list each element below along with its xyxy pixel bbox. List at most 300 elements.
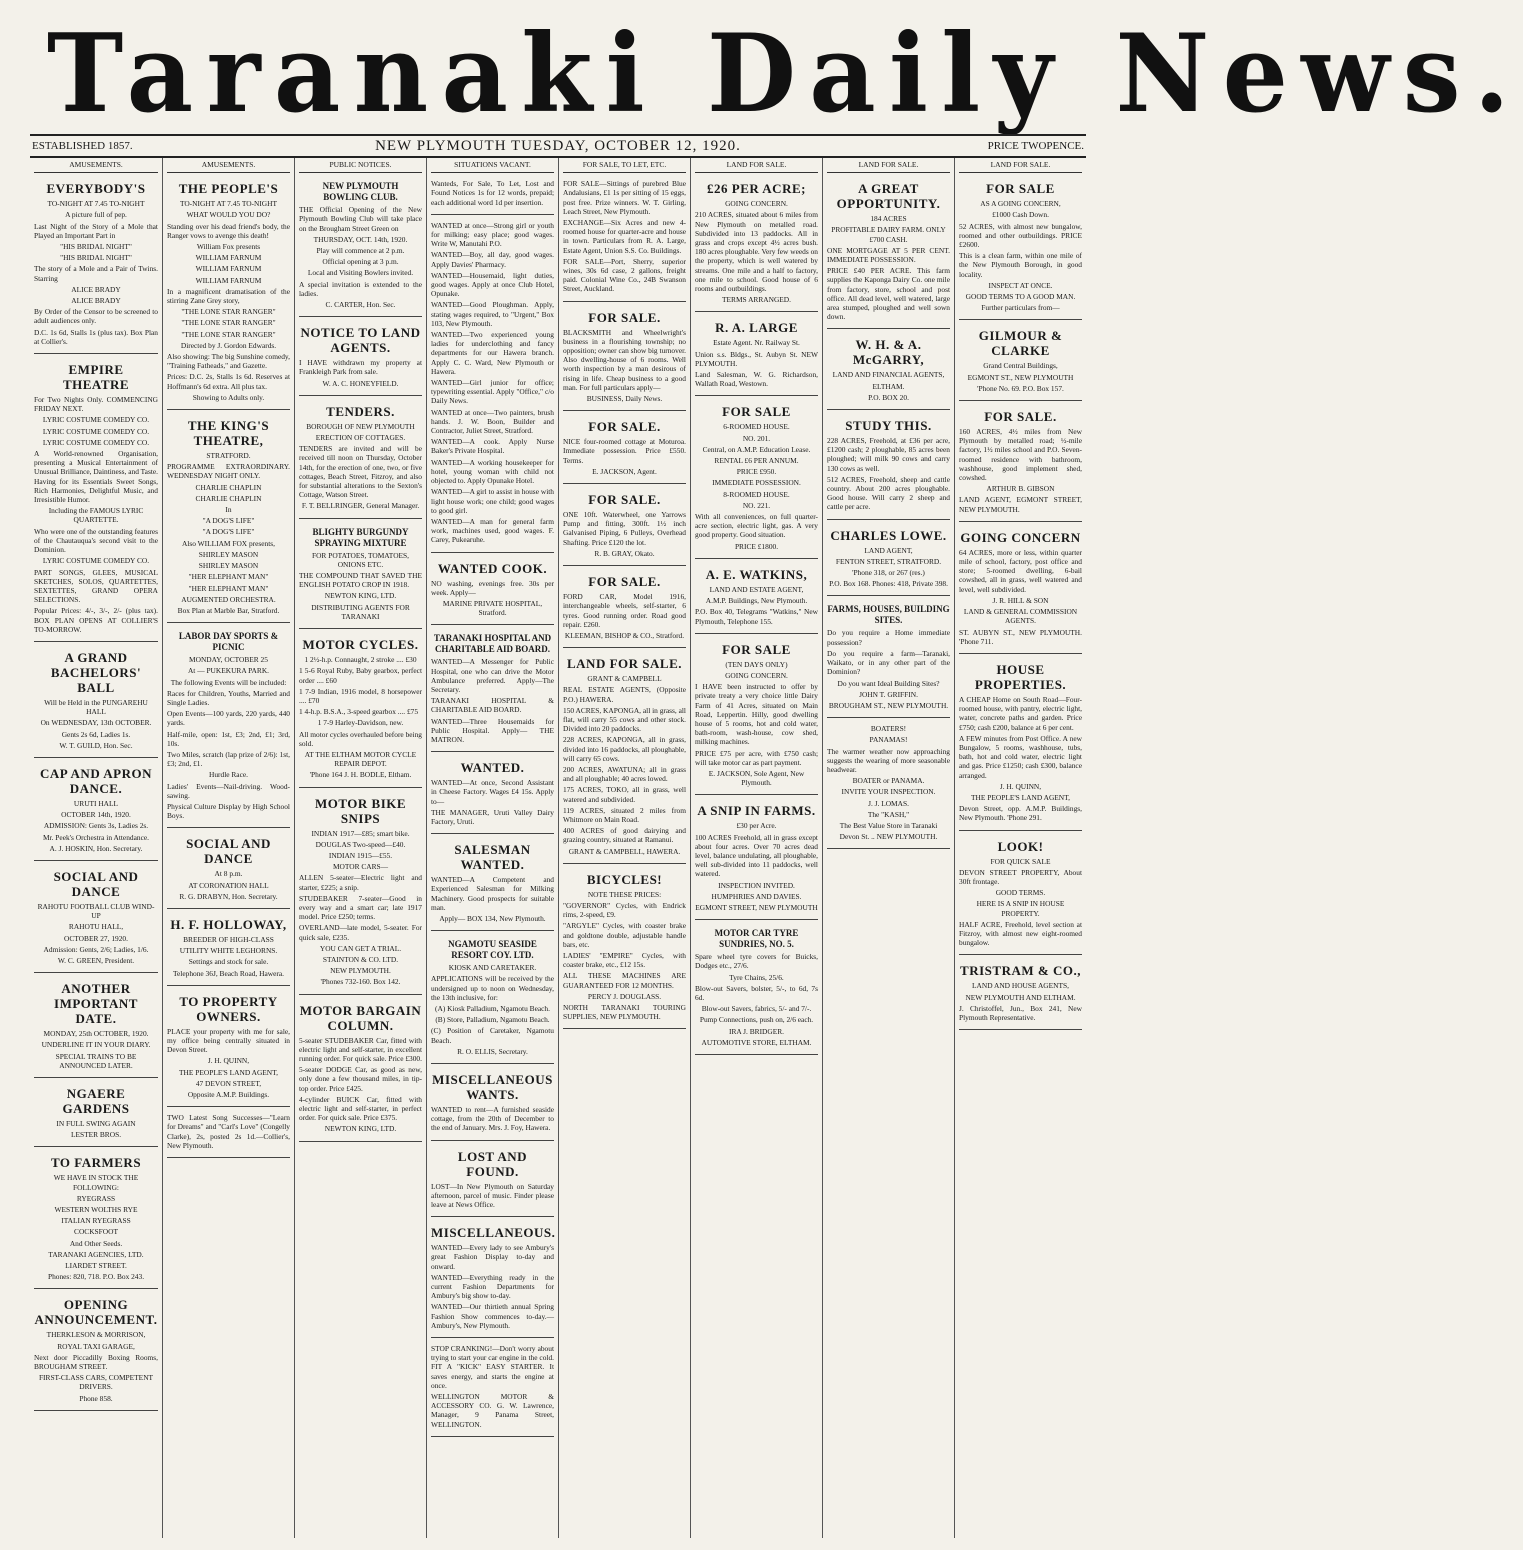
advertisement-line: FIRST-CLASS CARS, COMPETENT DRIVERS. xyxy=(38,1373,154,1392)
advertisement-line: (B) Store, Palladium, Ngamotu Beach. xyxy=(435,1015,550,1025)
advertisement-line: Hurdle Race. xyxy=(209,770,248,780)
advertisement-line: 175 ACRES, TOKO, all in grass, well watered and subdivided. xyxy=(563,785,686,804)
advertisement-line: The following Events will be included: xyxy=(170,677,287,687)
page-column xyxy=(558,158,690,1538)
advertisement-title: A. E. WATKINS, xyxy=(705,566,808,582)
advertisement-line: DOUGLAS Two-speed—£40. xyxy=(315,839,406,849)
advertisement-line: AT CORONATION HALL xyxy=(188,880,269,890)
advertisement-title: HOUSE PROPERTIES. xyxy=(974,661,1067,692)
advertisement-title: CAP AND APRON DANCE. xyxy=(40,765,152,796)
advertisement-line: AUGMENTED ORCHESTRA. xyxy=(181,594,276,604)
advertisement-line: LOST—In New Plymouth on Saturday afternoon, parcel of music. Finder please leave at News Office. xyxy=(431,1181,554,1210)
advertisement-line: SPECIAL TRAINS TO BE ANNOUNCED LATER. xyxy=(55,1051,137,1070)
dateline-bar xyxy=(30,134,1086,158)
advertisement-block xyxy=(34,976,158,1078)
advertisement-block xyxy=(167,989,290,1107)
advertisement-block xyxy=(431,755,554,834)
advertisement-title: MISCELLANEOUS. xyxy=(431,1225,556,1241)
advertisement-title: BLIGHTY BURGUNDY SPRAYING MIXTURE xyxy=(312,526,409,548)
advertisement-line: DEVON STREET PROPERTY, About 30ft frontage. xyxy=(959,867,1082,886)
page-column xyxy=(822,158,954,1538)
advertisement-line: 4-cylinder BUICK Car, fitted with electric light and self-starter, in perfect order. For quick sale. Price £375. xyxy=(299,1094,422,1123)
advertisement-block xyxy=(299,399,422,519)
advertisement-line: F. T. BELLRINGER, General Manager. xyxy=(301,501,420,511)
advertisement-line: J. R. HILL & SON xyxy=(992,595,1049,605)
advertisement-line: TENDERS are invited and will be received till noon on Thursday, October 14th, for the erection of one, two, or five cottages, Beach Street, Fitzroy, and also for substantial alterations to the Sexton's Cottage, Watson Street. xyxy=(299,444,422,500)
advertisement-line: Half-mile, open: 1st, £3; 2nd, £1; 3rd, 10s. xyxy=(167,729,290,748)
advertisement-line: 64 ACRES, more or less, within quarter mile of school, factory, post office and store; 5-roomed dwelling, 6-bail cowshed, all in grass, well watered and level, well subdivided. xyxy=(959,547,1082,594)
advertisement-line: Box Plan at Marble Bar, Stratford. xyxy=(177,605,280,615)
advertisement-line: A special invitation is extended to the ladies. xyxy=(299,279,422,298)
advertisement-title: STUDY THIS. xyxy=(845,418,932,434)
advertisement-block xyxy=(695,315,818,396)
advertisement-line: THURSDAY, OCT. 14th, 1920. xyxy=(313,234,408,244)
advertisement-line: 1 7-9 Harley-Davidson, new. xyxy=(317,718,404,728)
advertisement-line: THE COMPOUND THAT SAVED THE ENGLISH POTATO CROP IN 1918. xyxy=(299,571,422,590)
advertisement-line: In a magnificent dramatisation of the stirring Zane Grey story, xyxy=(167,286,290,306)
advertisement-line: R. G. DRABYN, Hon. Secretary. xyxy=(179,891,278,901)
advertisement-title: OPENING ANNOUNCEMENT. xyxy=(34,1297,158,1328)
advertisement-line: Apply— BOX 134, New Plymouth. xyxy=(439,913,546,923)
advertisement-line: NEWTON KING, LTD. xyxy=(324,591,397,601)
advertisement-line: NEW PLYMOUTH AND ELTHAM. xyxy=(965,992,1076,1002)
advertisement-line: Grand Central Buildings, xyxy=(983,361,1058,371)
advertisement-line: In xyxy=(225,505,232,515)
advertisement-line: NO. 201. xyxy=(742,433,771,443)
advertisement-line: Also WILLIAM FOX presents, xyxy=(181,538,276,548)
advertisement-line: STOP CRANKING!—Don't worry about trying to start your car engine in the cold. FIT A "KICK" EASY STARTER. It saves energy, and starts the engine at once. xyxy=(431,1344,554,1390)
advertisement-title: WANTED. xyxy=(460,760,525,776)
advertisement-line: LAND AGENT, EGMONT STREET, NEW PLYMOUTH. xyxy=(959,495,1082,514)
column-heading: FOR SALE, TO LET, ETC. xyxy=(563,158,686,173)
advertisement-title: MOTOR CAR TYRE SUNDRIES, NO. 5. xyxy=(714,928,799,950)
advertisement-line: STRATFORD. xyxy=(206,451,251,461)
advertisement-line: TO-NIGHT AT 7.45 TO-NIGHT xyxy=(47,199,145,209)
advertisement-block xyxy=(431,628,554,752)
advertisement-line: TO-NIGHT AT 7.45 TO-NIGHT xyxy=(179,199,278,209)
advertisement-line: PROGRAMME EXTRAORDINARY. WEDNESDAY NIGHT ONLY. xyxy=(167,462,290,481)
advertisement-block xyxy=(34,645,158,758)
advertisement-line: OVERLAND—late model, 5-seater. For quick sale, £235. xyxy=(299,923,422,942)
advertisement-title: FOR SALE. xyxy=(588,309,661,325)
advertisement-line: NEW PLYMOUTH. xyxy=(330,966,391,976)
advertisement-line: Who were one of the outstanding features of the Chautauqua's second visit to the Dominion. xyxy=(34,526,158,555)
advertisement-block xyxy=(34,1150,158,1289)
advertisement-line: WANTED—Girl junior for office; typewriting essential. Apply "Office," c/o Daily News. xyxy=(431,378,554,406)
advertisement-line: BUSINESS, Daily News. xyxy=(586,394,663,404)
advertisement-line: EXCHANGE—Six Acres and new 4-roomed house for quarter-acre and house in town. Particulars from R. A. Large, Estate Agent, Union S.S. Co. Buildings. xyxy=(563,218,686,255)
advertisement-line: LYRIC COSTUME COMEDY CO. xyxy=(42,426,150,436)
advertisement-line: On WEDNESDAY, 13th OCTOBER. xyxy=(40,718,152,728)
advertisement-title: TARANAKI HOSPITAL AND CHARITABLE AID BOARD. xyxy=(433,633,552,655)
advertisement-block xyxy=(299,522,422,629)
advertisement-line: BLACKSMITH and Wheelwright's business in a flourishing township; no opposition; owner can show big turnover. Also dwelling-house of 6 rooms. Well worth inspection by a man desirous of rising in life. Cheap business to a good man. For full particulars apply— xyxy=(563,327,686,392)
advertisement-line: 8-ROOMED HOUSE. xyxy=(723,489,790,499)
advertisement-line: AT THE ELTHAM MOTOR CYCLE REPAIR DEPOT. xyxy=(304,749,417,769)
advertisement-block xyxy=(563,176,686,301)
advertisement-line: £1000 Cash Down. xyxy=(992,210,1049,220)
advertisement-line: LYRIC COSTUME COMEDY CO. xyxy=(42,437,150,447)
advertisement-line: FENTON STREET, STRATFORD. xyxy=(835,556,942,566)
advertisement-line: ITALIAN RYEGRASS xyxy=(61,1216,131,1226)
advertisement-line: All motor cycles overhauled before being sold. xyxy=(299,729,422,748)
advertisement-line: W. A. C. HONEYFIELD. xyxy=(322,378,399,388)
advertisement-block xyxy=(563,305,686,412)
advertisement-line: A FEW minutes from Post Office. A new Bungalow, 5 rooms, washhouse, tubs, bath, hot and cold water, electric light and gas. Price £1250; cash £300, balance arranged. xyxy=(959,733,1082,780)
advertisement-line: I HAVE withdrawn my property at Frankleigh Park from sale. xyxy=(299,358,422,377)
advertisement-line: AUTOMOTIVE STORE, ELTHAM. xyxy=(701,1037,812,1047)
advertisement-line: INVITE YOUR INSPECTION. xyxy=(841,787,936,797)
advertisement-block xyxy=(34,357,158,642)
advertisement-line: UNDERLINE IT IN YOUR DIARY. xyxy=(41,1040,151,1050)
advertisement-line: RAHOTU FOOTBALL CLUB WIND-UP xyxy=(37,901,155,921)
advertisement-line: W. C. GREEN, President. xyxy=(57,955,135,965)
advertisement-line: Also showing: The big Sunshine comedy, "Training Fatheads," and Gazette. xyxy=(167,352,290,371)
advertisement-line: ROYAL TAXI GARAGE, xyxy=(57,1341,135,1351)
advertisement-line: STAINTON & CO. LTD. xyxy=(322,954,399,964)
advertisement-line: "THE LONE STAR RANGER" xyxy=(181,329,276,339)
advertisement-line: A World-renowned Organisation, presenting a Musical Entertainment of Unusual Brilliance, Daintiness, and Taste. Having for its Essentials Sweet Songs, Rich Harmonies, Delightful Music, and Irresistible Humor. xyxy=(34,449,158,505)
advertisement-line: BROUGHAM ST., NEW PLYMOUTH. xyxy=(828,700,949,710)
advertisement-block xyxy=(431,1144,554,1218)
advertisement-line: 5-seater DODGE Car, as good as new, only done a few thousand miles, in tip-top order. Price £425. xyxy=(299,1065,422,1093)
advertisement-title: EMPIRE THEATRE xyxy=(62,362,130,393)
advertisement-block xyxy=(299,998,422,1142)
advertisement-line: WANTED—Three Housemaids for Public Hospital. Apply— THE MATRON. xyxy=(431,716,554,744)
advertisement-line: INSPECTION INVITED. xyxy=(718,880,795,890)
advertisement-line: IMMEDIATE POSSESSION. xyxy=(712,478,801,488)
advertisement-block xyxy=(695,399,818,558)
advertisement-line: WANTED—Everything ready in the current Fashion Departments for Ambury's big show to-day. xyxy=(431,1272,554,1301)
advertisement-line: EGMONT ST., NEW PLYMOUTH xyxy=(967,372,1074,382)
advertisement-line: WANTED—Boy, all day, good wages. Apply Davies' Pharmacy. xyxy=(431,250,554,269)
advertisement-line: P.O. BOX 20. xyxy=(868,392,909,402)
advertisement-line: LYRIC COSTUME COMEDY CO. xyxy=(42,415,150,425)
advertisement-line: LAND AGENT, xyxy=(864,545,913,555)
advertisement-block xyxy=(431,837,554,931)
advertisement-line: TWO Latest Song Successes—"Learn for Dreams" and "Carl's Love" (Congelly Clarke), 2s, posted 2s 1d.—Collier's, New Plymouth. xyxy=(167,1113,290,1150)
advertisement-line: MONDAY, OCTOBER 25 xyxy=(189,655,268,665)
advertisement-block xyxy=(959,323,1082,401)
advertisement-title: A GRAND BACHELORS' BALL xyxy=(50,649,142,695)
advertisement-block xyxy=(167,912,290,986)
advertisement-line: APPLICATIONS will be received by the undersigned up to noon on Wednesday, the 13th inclusive, for: xyxy=(431,974,554,1002)
advertisement-block xyxy=(431,1220,554,1338)
advertisement-line: "A DOG'S LIFE" xyxy=(202,527,255,537)
advertisement-line: ALICE BRADY xyxy=(71,296,121,306)
advertisement-title: MOTOR BIKE SNIPS xyxy=(314,795,407,826)
column-heading: LAND FOR SALE. xyxy=(959,158,1082,173)
advertisement-line: WANTED—A Competent and Experienced Salesman for Milking Machinery. Good prospects for suitable man. xyxy=(431,875,554,912)
advertisement-title: ANOTHER IMPORTANT DATE. xyxy=(54,981,138,1027)
advertisement-line: OCTOBER 27, 1920. xyxy=(64,933,128,943)
advertisement-line: WANTED—Every lady to see Ambury's great Fashion Display to-day and onward. xyxy=(431,1243,554,1271)
advertisement-line: Do you require a farm—Taranaki, Waikato, or in any other part of the Dominion? xyxy=(827,648,950,677)
advertisement-line: "HER ELEPHANT MAN" xyxy=(188,572,269,582)
advertisement-block xyxy=(299,320,422,396)
advertisement-title: TENDERS. xyxy=(326,403,395,419)
advertisement-line: Two Miles, scratch (lap prize of 2/6): 1st, £3; 2nd, £1. xyxy=(167,749,290,769)
advertisement-line: EGMONT STREET, NEW PLYMOUTH xyxy=(695,902,818,912)
advertisement-line: SHIRLEY MASON xyxy=(198,549,259,559)
advertisement-line: P.O. Box 168. Phones: 418, Private 398. xyxy=(829,579,948,589)
advertisement-line: R. B. GRAY, Okato. xyxy=(594,548,655,558)
advertisement-line: ONE 10ft. Waterwheel, one Yarrows Pump and fitting, 300ft. 1½ inch Galvanised Piping, 6 Pulleys, Overhead Shafting. Price £120 the lot. xyxy=(563,510,686,547)
column-heading: AMUSEMENTS. xyxy=(167,158,290,173)
advertisement-title: LOOK! xyxy=(997,838,1044,854)
advertisement-line: 47 DEVON STREET, xyxy=(195,1078,262,1088)
advertisement-line: WANTED—A man for general farm work, machines used, good wages. F. Carey, Pukearuhe. xyxy=(431,516,554,545)
page-column xyxy=(690,158,822,1538)
advertisement-title: H. F. HOLLOWAY, xyxy=(170,916,287,932)
advertisement-line: 'Phone 318, or 267 (res.) xyxy=(852,568,925,578)
advertisement-block xyxy=(431,1341,554,1437)
advertisement-line: BOROUGH OF NEW PLYMOUTH xyxy=(306,421,415,431)
advertisement-line: A CHEAP Home on South Road—Four-roomed house, with pantry, electric light, water, concrete paths and garden. Price £750; cash £200, balance at 6 per cent. xyxy=(959,694,1082,732)
advertisement-line: LYRIC COSTUME COMEDY CO. xyxy=(42,556,150,566)
advertisement-block xyxy=(431,218,554,553)
advertisement-line: HUMPHRIES AND DAVIES. xyxy=(711,891,802,901)
advertisement-line: WANTED at once—Two painters, brush hands. J. W. Boon, Builder and Contractor, Juliet Street, Stratford. xyxy=(431,407,554,436)
advertisement-line: Popular Prices: 4/-, 3/-, 2/- (plus tax). BOX PLAN OPENS AT COLLIER'S TO-MORROW. xyxy=(34,606,158,634)
advertisement-title: LAND FOR SALE. xyxy=(567,656,682,672)
advertisement-block xyxy=(167,831,290,909)
advertisement-block xyxy=(695,562,818,634)
advertisement-title: SALESMAN WANTED. xyxy=(454,842,531,873)
advertisement-line: This is a clean farm, within one mile of the New Plymouth Borough, in good locality. xyxy=(959,251,1082,279)
advertisement-line: KLEEMAN, BISHOP & CO., Stratford. xyxy=(564,630,685,640)
advertisement-line: WANTED—At once, Second Assistant in Cheese Factory. Wages £4 15s. Apply to— xyxy=(431,778,554,806)
advertisement-title: FOR SALE. xyxy=(588,574,661,590)
advertisement-line: R. O. ELLIS, Secretary. xyxy=(457,1046,528,1056)
advertisement-block xyxy=(167,176,290,410)
advertisement-title: NGAERE GARDENS xyxy=(62,1085,130,1116)
column-heading: LAND FOR SALE. xyxy=(827,158,950,173)
advertisement-line: WILLIAM FARNUM xyxy=(195,275,262,285)
advertisement-line: Official opening at 3 p.m. xyxy=(322,257,399,267)
advertisement-line: UTILITY WHITE LEGHORNS. xyxy=(179,946,278,956)
advertisement-line: The Best Value Store in Taranaki xyxy=(839,820,938,830)
advertisement-line: WANTED—Our thirtieth annual Spring Fashion Show commences to-day.—Ambury's, New Plymouth. xyxy=(431,1302,554,1330)
advertisement-line: 228 ACRES, Freehold, at £36 per acre, £1200 cash; 2 ploughable, 85 acres been ploughed; will milk 90 cows and carry 130 cows as well. xyxy=(827,436,950,473)
advertisement-line: LESTER BROS. xyxy=(70,1130,122,1140)
advertisement-title: A GREAT OPPORTUNITY. xyxy=(836,181,941,212)
advertisement-line: Settings and stock for sale. xyxy=(188,957,269,967)
advertisement-block xyxy=(563,487,686,566)
advertisement-title: FARMS, HOUSES, BUILDING SITES. xyxy=(827,604,950,626)
advertisement-block xyxy=(827,599,950,718)
advertisement-line: CHARLIE CHAPLIN xyxy=(195,482,262,492)
advertisement-line: Wanteds, For Sale, To Let, Lost and Found Notices 1s for 12 words, prepaid; each additional word 1d per insertion. xyxy=(431,179,554,207)
page-column xyxy=(162,158,294,1538)
advertisement-line: COCKSFOOT xyxy=(74,1227,118,1237)
advertisement-block xyxy=(167,413,290,623)
advertisement-line: 'Phone 164 J. H. BODLE, Eltham. xyxy=(309,770,412,780)
advertisement-title: MISCELLANEOUS WANTS. xyxy=(432,1072,553,1103)
advertisement-line: "A DOG'S LIFE" xyxy=(202,516,255,526)
advertisement-line: RYEGRASS xyxy=(76,1193,116,1203)
advertisement-line: LAND AND ESTATE AGENT, xyxy=(709,584,804,594)
advertisement-line: I HAVE been instructed to offer by private treaty a very choice little Dairy Farm of 41 Acres, situated on Main Road, Leppertin. Hilly, good dwelling house of 5 rooms, hot and cold water, bath-room, wash-house, cow shed, milking machines. xyxy=(695,682,818,747)
advertisement-line: FOR QUICK SALE xyxy=(990,856,1051,866)
advertisement-line: GRANT & CAMPBELL, HAWERA. xyxy=(568,846,681,856)
advertisement-line: WILLIAM FARNUM xyxy=(195,253,262,263)
advertisement-line: WHAT WOULD YOU DO? xyxy=(186,210,271,220)
column-heading: PUBLIC NOTICES. xyxy=(299,158,422,173)
advertisement-line: MOTOR CARS— xyxy=(332,862,389,872)
advertisement-line: A.M.P. Buildings, New Plymouth. xyxy=(705,596,808,606)
advertisement-line: FORD CAR, Model 1916, interchangeable wheels, self-starter, 6 tyres. Good running order. Road good repair. £260. xyxy=(563,592,686,629)
advertisement-block xyxy=(959,834,1082,956)
advertisement-line: Races for Children, Youths, Married and Single Ladies. xyxy=(167,688,290,707)
advertisement-line: INDIAN 1915—£55. xyxy=(328,850,393,860)
advertisement-block xyxy=(563,651,686,864)
advertisement-line: Gents 2s 6d, Ladies 1s. xyxy=(61,729,131,739)
advertisement-line: Phone 858. xyxy=(79,1393,113,1403)
advertisement-block xyxy=(34,176,158,354)
advertisement-line: Land Salesman, W. G. Richardson, Wallath Road, Westown. xyxy=(695,370,818,389)
advertisement-line: 512 ACRES, Freehold, sheep and cattle country. About 200 acres ploughable. Good house. Will carry 2 sheep and cattle per acre. xyxy=(827,474,950,512)
advertisement-line: The warmer weather now approaching suggests the wearing of more seasonable headwear. xyxy=(827,746,950,774)
advertisement-title: GILMOUR & CLARKE xyxy=(978,328,1063,359)
advertisement-line: PLACE your property with me for sale, my office being centrally situated in Devon Street. xyxy=(167,1026,290,1055)
advertisement-line: PROFITABLE DAIRY FARM. ONLY £700 CASH. xyxy=(831,225,946,244)
advertisement-line: By Order of the Censor to be screened to adult audiences only. xyxy=(34,307,158,326)
columns-container xyxy=(30,158,1086,1538)
advertisement-line: PRICE £40 PER ACRE. This farm supplies the Kaponga Dairy Co. one mile from factory, store, school and post office. All dead level, well watered, large area stumped, ploughed and well sown down. xyxy=(827,266,950,322)
advertisement-block xyxy=(959,657,1082,831)
advertisement-line: MONDAY, 25th OCTOBER, 1920. xyxy=(43,1029,149,1039)
advertisement-block xyxy=(431,934,554,1064)
price-label: PRICE TWOPENCE. xyxy=(987,140,1084,152)
advertisement-line: TARANAKI AGENCIES, LTD. xyxy=(48,1249,144,1259)
advertisement-line: THERKLESON & MORRISON, xyxy=(46,1330,146,1340)
advertisement-line: 1 4-h.p. B.S.A., 3-speed gearbox .... £75 xyxy=(299,707,419,717)
advertisement-title: FOR SALE. xyxy=(588,492,661,508)
established-label: ESTABLISHED 1857. xyxy=(32,140,133,152)
advertisement-line: "HIS BRIDAL NIGHT" xyxy=(60,242,132,252)
advertisement-line: AS A GOING CONCERN, xyxy=(980,199,1061,209)
advertisement-line: RENTAL £6 PER ANNUM. xyxy=(714,456,799,466)
advertisement-block xyxy=(827,523,950,597)
advertisement-line: NO. 221. xyxy=(742,500,771,510)
advertisement-block xyxy=(959,525,1082,654)
advertisement-line: GOING CONCERN. xyxy=(725,670,788,680)
advertisement-line: NEWTON KING, LTD. xyxy=(324,1124,397,1134)
advertisement-line: 1 2½-h.p. Connaught, 2 stroke .... £30 xyxy=(304,655,417,665)
advertisement-line: Union s.s. Bldgs., St. Aubyn St. NEW PLYMOUTH. xyxy=(695,349,818,368)
advertisement-block xyxy=(563,414,686,484)
advertisement-line: PART SONGS, GLEES, MUSICAL SKETCHES, SOLOS, QUARTETTES, SEXTETTES, GRAND OPERA SELECTIONS. xyxy=(34,567,158,605)
advertisement-line: 1 5-6 Royal Ruby, Baby gearbox, perfect order .... £60 xyxy=(299,666,422,685)
advertisement-title: CHARLES LOWE. xyxy=(830,527,947,543)
advertisement-line: PRICE £950. xyxy=(736,467,777,477)
advertisement-block xyxy=(695,923,818,1055)
column-heading: LAND FOR SALE. xyxy=(695,158,818,173)
advertisement-title: TO PROPERTY OWNERS. xyxy=(179,993,278,1024)
advertisement-block xyxy=(827,721,950,849)
advertisement-line: 100 ACRES Freehold, all in grass except about four acres. Over 70 acres dead level, balance undulating, all ploughable, well sub-divided into 11 paddocks, well watered. xyxy=(695,832,818,879)
advertisement-line: FOR SALE—Port, Sherry, superior wines, 30s 6d case, 2 gallons, freight paid. Colonial Wine Co., 24B Swanson Street, Auckland. xyxy=(563,256,686,294)
advertisement-line: NOTE THESE PRICES: xyxy=(587,889,662,899)
advertisement-line: LAND AND FINANCIAL AGENTS, xyxy=(832,370,945,380)
advertisement-line: INSPECT AT ONCE. xyxy=(988,280,1053,290)
advertisement-line: NO washing, evenings free. 30s per week. Apply— xyxy=(431,578,554,597)
advertisement-block xyxy=(167,1110,290,1158)
advertisement-line: Prices: D.C. 2s, Stalls 1s 6d. Reserves at Hoffmann's 6d extra. All plus tax. xyxy=(167,372,290,391)
advertisement-title: £26 PER ACRE; xyxy=(707,181,806,197)
advertisement-line: BOATERS! xyxy=(870,724,907,734)
advertisement-title: NOTICE TO LAND AGENTS. xyxy=(300,325,421,356)
advertisement-line: The story of a Mole and a Pair of Twins. Starring xyxy=(34,264,158,283)
advertisement-line: "HIS BRIDAL NIGHT" xyxy=(60,253,132,263)
advertisement-line: ELTHAM. xyxy=(872,381,905,391)
advertisement-line: TERMS ARRANGED. xyxy=(722,295,791,305)
advertisement-title: R. A. LARGE xyxy=(715,320,798,336)
advertisement-line: WE HAVE IN STOCK THE FOLLOWING: xyxy=(53,1173,139,1192)
advertisement-block xyxy=(34,761,158,861)
advertisement-line: URUTI HALL xyxy=(73,798,119,808)
advertisement-block xyxy=(34,864,158,973)
advertisement-line: HERE IS A SNIP IN HOUSE PROPERTY. xyxy=(976,899,1065,918)
advertisement-block xyxy=(431,176,554,215)
advertisement-line: "THE LONE STAR RANGER" xyxy=(181,318,276,328)
advertisement-line: A picture full of pep. xyxy=(65,210,127,220)
advertisement-line: (C) Position of Caretaker, Ngamotu Beach. xyxy=(431,1026,554,1045)
advertisement-line: Devon St. .. NEW PLYMOUTH. xyxy=(839,832,938,842)
advertisement-line: 1 7-9 Indian, 1916 model, 8 horsepower .... £70 xyxy=(299,686,422,705)
advertisement-line: WELLINGTON MOTOR & ACCESSORY CO. G. W. Lawrence, Manager, 9 Panama Street, WELLINGTON. xyxy=(431,1392,554,1429)
advertisement-line: "ARGYLE" Cycles, with coaster brake and goldtone double, adjustable handle bars, etc. xyxy=(563,921,686,949)
advertisement-line: Standing over his dead friend's body, the Ranger vows to avenge this death! xyxy=(167,221,290,240)
advertisement-line: GOING CONCERN. xyxy=(725,199,788,209)
advertisement-title: THE KING'S THEATRE, xyxy=(187,418,270,449)
advertisement-line: IN FULL SWING AGAIN xyxy=(56,1118,136,1128)
advertisement-line: Further particulars from— xyxy=(981,303,1060,313)
page-column xyxy=(954,158,1086,1538)
advertisement-line: Last Night of the Story of a Mole that Played an Important Part in xyxy=(34,221,158,240)
advertisement-line: WANTED to rent—A furnished seaside cottage, from the 20th of December to the end of January. Mrs. J. Foy, Hawera. xyxy=(431,1105,554,1133)
advertisement-title: THE PEOPLE'S xyxy=(178,181,279,197)
advertisement-line: 'Phone No. 69. P.O. Box 157. xyxy=(977,383,1064,393)
advertisement-title: SOCIAL AND DANCE xyxy=(186,836,271,867)
masthead-title: Taranaki Daily News. xyxy=(46,11,1523,137)
advertisement-line: PRICE £1800. xyxy=(734,541,779,551)
advertisement-block xyxy=(827,413,950,520)
advertisement-line: WANTED—Housemaid, light duties, good wages. Apply at once Club Hotel, Opunake. xyxy=(431,270,554,299)
advertisement-line: WANTED—Good Ploughman. Apply, stating wages required, to "Urgent," Box 103, New Plymouth. xyxy=(431,300,554,328)
advertisement-line: E. JACKSON, Sole Agent, New Plymouth. xyxy=(708,768,805,788)
advertisement-line: At — PUKEKURA PARK. xyxy=(187,666,270,676)
advertisement-line: Estate Agent. Nr. Railway St. xyxy=(713,338,800,348)
advertisement-line: Blow-out Savers, bolster, 5/-, to 6d, 7s 6d. xyxy=(695,983,818,1002)
advertisement-line: 210 ACRES, situated about 6 miles from New Plymouth on metalled road. Subdivided into 13 paddocks. All in grass and crops except 4½ acres bush. 180 acres ploughable. Very few weeds on the property, which is well watered by streams. One mile and a half to factory, one mile to school. Good house of 6 rooms and outbuildings. xyxy=(695,210,818,294)
advertisement-line: WILLIAM FARNUM xyxy=(195,264,262,274)
advertisement-line: Local and Visiting Bowlers invited. xyxy=(307,268,414,278)
advertisement-line: Next door Piccadilly Boxing Rooms, BROUGHAM STREET. xyxy=(34,1352,158,1372)
column-heading: SITUATIONS VACANT. xyxy=(431,158,554,173)
advertisement-line: "THE LONE STAR RANGER" xyxy=(181,307,276,317)
advertisement-line: ERECTION OF COTTAGES. xyxy=(315,433,406,443)
advertisement-line: ALL THESE MACHINES ARE GUARANTEED FOR 12 MONTHS. xyxy=(563,971,686,990)
advertisement-line: Pump Connections, push on, 2/6 each. xyxy=(699,1015,814,1025)
advertisement-line: Mr. Peek's Orchestra in Attendance. xyxy=(42,832,149,842)
advertisement-line: J. Christoffel, Jun., Box 241, New Plymouth Representative. xyxy=(959,1003,1082,1022)
advertisement-line: ARTHUR B. GIBSON xyxy=(986,484,1055,494)
advertisement-line: £30 per Acre. xyxy=(736,821,777,831)
advertisement-line: WESTERN WOLTHS RYE xyxy=(54,1205,138,1214)
advertisement-line: 160 ACRES, 4½ miles from New Plymouth by metalled road; ½-mile factory, 1½ miles school and P.O. Seven-roomed residence with bathroom, washhouse, good implement shed, cowshed. xyxy=(959,427,1082,483)
